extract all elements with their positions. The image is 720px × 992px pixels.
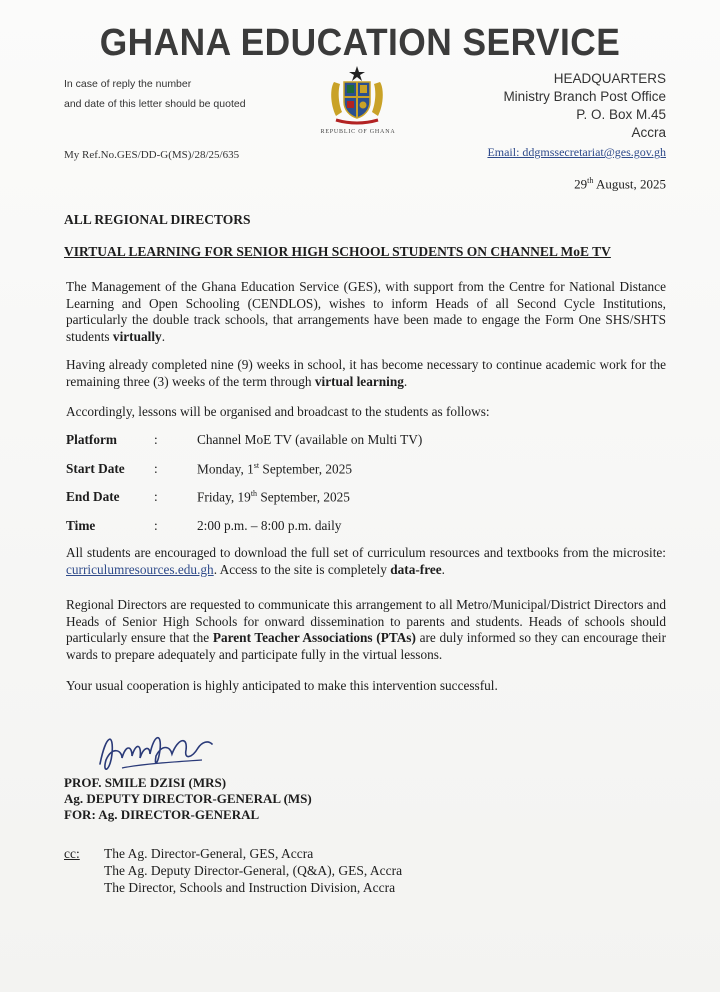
text: . xyxy=(441,561,445,577)
masthead-title: GHANA EDUCATION SERVICE xyxy=(99,22,621,64)
cc-recipient: The Ag. Director-General, GES, Accra xyxy=(104,846,314,861)
paragraph-dissemination xyxy=(66,597,666,663)
paragraph-resources xyxy=(66,545,666,578)
broadcast-details xyxy=(66,432,626,546)
paragraph-rationale xyxy=(66,357,666,390)
ordinal-suffix: th xyxy=(250,489,258,498)
address-line: Accra xyxy=(631,125,666,140)
text: Having already completed nine (9) weeks in school, it has become necessary to continue academic work for the remaining three (3) weeks of the term through xyxy=(66,357,666,389)
detail-colon: : xyxy=(154,489,158,504)
signatory-name: PROF. SMILE DZISI (MRS) xyxy=(64,775,227,790)
text: Friday, 19 xyxy=(197,489,251,505)
text: are duly informed so they can encourage their wards to prepare adequately and participate fully in the virtual lessons. xyxy=(66,630,667,662)
cc-label: cc: xyxy=(64,846,80,861)
detail-value xyxy=(197,461,352,477)
text: September, 2025 xyxy=(257,489,350,505)
text: . Access to the site is completely xyxy=(213,561,391,577)
detail-label: Time xyxy=(66,517,96,533)
date-day: 29 xyxy=(574,176,588,192)
detail-colon: : xyxy=(154,517,158,533)
detail-row-end-date xyxy=(66,489,626,518)
signatory-title: Ag. DEPUTY DIRECTOR-GENERAL (MS) xyxy=(64,791,312,806)
cc-recipient: The Director, Schools and Instruction Division, Accra xyxy=(104,880,396,895)
text: . xyxy=(403,373,408,389)
detail-row-start-date xyxy=(66,461,626,490)
text: . xyxy=(161,328,166,344)
paragraph-closing: Your usual cooperation is highly anticipated to make this intervention successful. xyxy=(66,678,498,693)
detail-row-platform xyxy=(66,432,626,461)
subject-line: VIRTUAL LEARNING FOR SENIOR HIGH SCHOOL STUDENTS ON CHANNEL MoE TV xyxy=(64,244,611,259)
ghana-coat-of-arms-icon xyxy=(326,64,388,128)
address-line: P. O. Box M.45 xyxy=(576,107,666,122)
detail-label: End Date xyxy=(66,489,120,504)
cc-recipient: The Ag. Deputy Director-General, (Q&A), GES, Accra xyxy=(104,863,403,878)
paragraph-schedule-intro: Accordingly, lessons will be organised and broadcast to the students as follows: xyxy=(66,404,490,419)
letter-date xyxy=(574,176,666,192)
reference-number: My Ref.No.GES/DD-G(MS)/28/25/635 xyxy=(64,149,240,161)
addressee: ALL REGIONAL DIRECTORS xyxy=(64,212,251,227)
detail-row-time xyxy=(66,518,626,547)
signatory-block xyxy=(64,775,312,823)
address-line: Ministry Branch Post Office xyxy=(503,89,666,104)
detail-value xyxy=(197,489,350,505)
emphasis: virtually xyxy=(112,328,162,344)
address-line: HEADQUARTERS xyxy=(553,71,666,86)
crest-caption: REPUBLIC OF GHANA xyxy=(320,129,396,135)
hq-address xyxy=(503,70,666,142)
detail-colon: : xyxy=(154,460,158,476)
reply-note xyxy=(64,74,304,114)
text: The Management of the Ghana Education Service (GES), with support from the Centre for National Distance Learning and Open Schooling (CENDLOS), wishes to inform Heads of all Second Cycle Institutions, particularly the double track schools, that arrangements have been made to engage the Form One SHS/SHTS students xyxy=(66,279,666,344)
email-link[interactable]: Email: ddgmssecretariat@ges.gov.gh xyxy=(487,145,666,159)
text: Monday, 1 xyxy=(197,460,254,476)
signatory-for: FOR: Ag. DIRECTOR-GENERAL xyxy=(64,807,260,822)
date-suffix: th xyxy=(587,176,594,185)
text: September, 2025 xyxy=(259,460,353,476)
emphasis: data-free xyxy=(390,561,442,577)
reply-note-line: In case of reply the number xyxy=(64,78,192,90)
detail-value: 2:00 p.m. – 8:00 p.m. daily xyxy=(197,517,342,533)
detail-value: Channel MoE TV (available on Multi TV) xyxy=(197,432,423,447)
text: Regional Directors are requested to communicate this arrangement to all Metro/Municipal/District Directors and Heads of Senior High Schools for onward dissemination to parents and students. Heads of schools should particularly ensure that the xyxy=(66,597,666,645)
paragraph-intro xyxy=(66,279,666,345)
emphasis: Parent Teacher Associations (PTAs) xyxy=(212,630,416,645)
detail-colon: : xyxy=(154,432,158,447)
microsite-link[interactable]: curriculumresources.edu.gh xyxy=(66,561,214,577)
emphasis: virtual learning xyxy=(314,373,404,389)
text: All students are encouraged to download the full set of curriculum resources and textbooks from the microsite: xyxy=(66,545,666,560)
detail-label: Platform xyxy=(66,432,117,447)
ordinal-suffix: st xyxy=(253,460,260,470)
reply-note-line: and date of this letter should be quoted xyxy=(64,98,246,110)
cc-list xyxy=(104,845,524,896)
detail-label: Start Date xyxy=(66,460,125,476)
date-rest: August, 2025 xyxy=(593,176,666,192)
